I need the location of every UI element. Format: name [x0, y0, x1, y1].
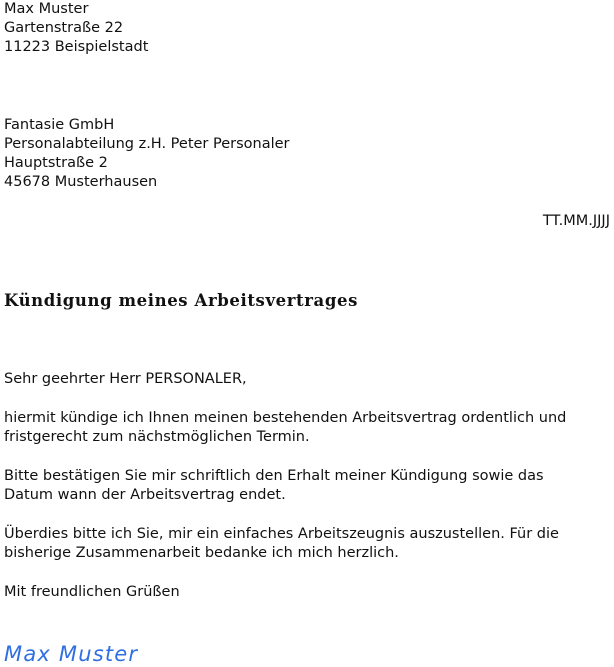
body-paragraph-2-line-2: Datum wann der Arbeitsvertrag endet.	[4, 487, 286, 503]
letter-date: TT.MM.JJJJ	[542, 213, 610, 229]
recipient-city: 45678 Musterhausen	[4, 174, 158, 190]
recipient-department: Personalabteilung z.H. Peter Personaler	[4, 136, 290, 152]
body-paragraph-3-line-1: Überdies bitte ich Sie, mir ein einfaches Arbeitszeugnis auszustellen. Für die	[4, 526, 559, 542]
letter-subject: Kündigung meines Arbeitsvertrages	[4, 291, 358, 310]
sender-city: 11223 Beispielstadt	[4, 39, 149, 55]
closing: Mit freundlichen Grüßen	[4, 584, 180, 600]
signature: Max Muster	[4, 642, 139, 666]
sender-name: Max Muster	[4, 1, 89, 17]
recipient-street: Hauptstraße 2	[4, 155, 108, 171]
salutation: Sehr geehrter Herr PERSONALER,	[4, 371, 247, 387]
recipient-company: Fantasie GmbH	[4, 117, 115, 133]
body-paragraph-1-line-1: hiermit kündige ich Ihnen meinen bestehenden Arbeitsvertrag ordentlich und	[4, 410, 567, 426]
body-paragraph-2-line-1: Bitte bestätigen Sie mir schriftlich den Erhalt meiner Kündigung sowie das	[4, 468, 544, 484]
body-paragraph-1-line-2: fristgerecht zum nächstmöglichen Termin.	[4, 429, 310, 445]
sender-street: Gartenstraße 22	[4, 20, 124, 36]
body-paragraph-3-line-2: bisherige Zusammenarbeit bedanke ich mich herzlich.	[4, 545, 399, 561]
